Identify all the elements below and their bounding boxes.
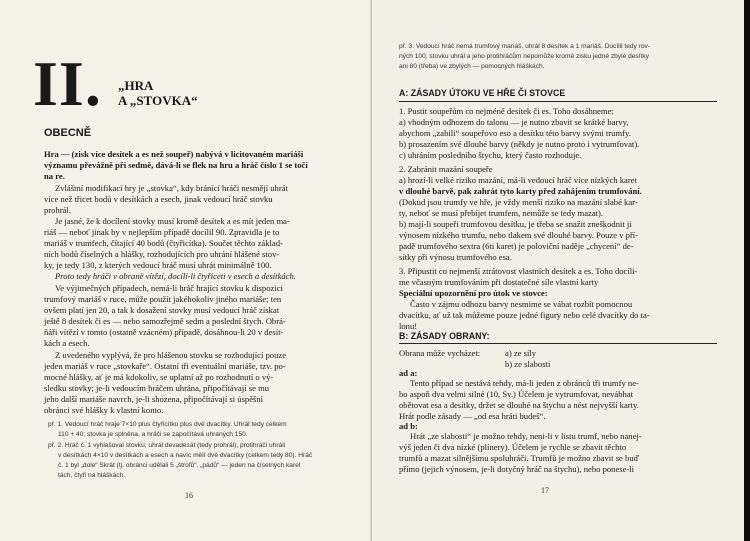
section-heading-defense: B: ZÁSADY OBRANY: xyxy=(399,331,490,341)
paragraph-line: mocné hlášky, ať je má kdokoliv, se uplatní až po rozhodnutí o vý- xyxy=(44,372,274,382)
paragraph-line: ky, je tedy 130, z kterých vedoucí hráč musí uhrát minimálně 100. xyxy=(44,260,272,270)
section-heading-attack: A: ZÁSADY ÚTOKU VE HŘE ČI STOVCE xyxy=(399,88,566,98)
paragraph-line: více než třicet bodů v desítkách a esech, jinak vedoucí hráč stovku xyxy=(44,194,273,204)
footnote-line: tách, čtyři na hláškách. xyxy=(58,472,126,479)
paragraph-line: Je jasné, že k docílení stovky musí kromě desítek a es mít jeden ma- xyxy=(55,216,290,226)
paragraph-line: jeho další mariáše navrch, je-li shozena, připočítávají si úspěšní xyxy=(44,394,264,404)
paragraph-line: abychom „zabili“ soupeřovo eso a desítku této barvy svými trumfy. xyxy=(399,128,631,138)
paragraph-line: ních bodů číselných a hlášky, rozhodujících pro uhrání hlášené stov- xyxy=(44,249,280,259)
chapter-title-line-1: „HRA xyxy=(118,78,154,93)
intro-line: na re. xyxy=(44,171,65,181)
paragraph-line: lonu! xyxy=(399,321,418,331)
footnote-line: př. 2. Hráč č. 1 vyhlašoval stovku; uhrál devadesát (tedy prohrál), protihráči uhráli xyxy=(48,442,286,449)
paragraph-line: výš jeden či dva nízké (plínery). Účelem je rychle se zbavit těchto xyxy=(399,442,627,452)
chapter-number: II. xyxy=(33,48,102,119)
paragraph-line: Tento případ se nestává tehdy, má-li jeden z obránců tři trumfy ne- xyxy=(410,378,639,388)
paragraph-line: trumfový mariáš v ruce, může použít jakéhokoliv jiného mariáše; ten xyxy=(44,294,282,304)
paragraph-line: padě trumfového sextra (6ti karet) je poloviční naděje „chycení“ de- xyxy=(399,241,634,251)
paragraph-line: trumfů a mazat silnějšímu spoluhráči. Trumfů je možno zbavit se buď xyxy=(399,453,640,463)
heading-underline xyxy=(399,343,717,344)
paragraph-line: Z uvedeného vyplývá, že pro hlášenou stovku se rozhodující pouze xyxy=(55,350,287,360)
paragraph-line: kách a esech. xyxy=(44,338,90,348)
paragraph-line: výnosem nízkého trumfu, nebo tlakem své dlouhé barvy. Pouze v pří- xyxy=(399,230,639,240)
paragraph-line: Hrát „ze slabosti“ je možno tehdy, neni-li v listu trumf, nebo nanej- xyxy=(410,431,642,441)
paragraph-line: dvacítku, ať už tak můžeme pouze jedné figury nebo celé dvacítky do ta- xyxy=(399,310,650,320)
paragraph-line: riáš — neboť jinak by v nejlepším případě docílil 90. Zpravidla je to xyxy=(44,227,280,237)
section-heading: OBECNĚ xyxy=(44,127,92,139)
paragraph-line: Hrát podle zásady — „od esa hráti budeš“. xyxy=(399,411,546,421)
intro-line: významu převážně při sedmě, dává-li se flek na hru a hráč číslo 1 se točí xyxy=(44,160,308,170)
paragraph-line: c) uhráním posledního štychu, který často rozhoduje. xyxy=(399,150,582,160)
paragraph-line: Zvláštní modifikací hry je „stovka“, kdy bránící hráči nesmějí uhrát xyxy=(55,183,288,193)
paragraph-line: (Dokud jsou trumfy ve hře, je vždy menší riziko na mazání slabé kar- xyxy=(399,197,638,207)
paragraph-line: ňáři vítězí v tomto (ostatně vzácném) případě, dosáhnou-li 20 v desít- xyxy=(44,327,284,337)
footnote-line: v desítkách 4×10 v desítkách a esech a navíc mělí dvě dvacítky (celkem tedy 80). Hráč xyxy=(58,452,313,459)
paragraph-line: ty, neboť se musí přebíjet trumfem, nemůže se tedy mazat). xyxy=(399,208,604,218)
paragraph-line: Obrana může vycházet: xyxy=(399,348,481,358)
footnote-line: ani 80 (třeba) ve zbylých — pomocných hláškách. xyxy=(399,63,545,70)
paragraph-line: bo aspoň dva velmi silné (10, Sv.) Účelem je vytrumfovat, nevábhat xyxy=(399,389,634,399)
paragraph-line: Speciální upozornění pro útok ve stovce: xyxy=(399,288,548,298)
paragraph-line: ovšem platí jen 20, a tak k dosažení stovky musí vedoucí hráč získat xyxy=(44,305,280,315)
paragraph-line: sítky při výnosu trumfového esa. xyxy=(399,252,512,262)
paragraph-line: mariáš v trumfech, čítající 40 bodů (čtyřicítka). Součet těchto základ- xyxy=(44,238,283,248)
paragraph-line: 1. Pustit soupeřům co nejméně desítek či es. Toho dosáhneme: xyxy=(399,106,614,116)
paragraph-line: ještě 8 desítek či es — nebo samozřejmě sedm a poslední štych. Obrá- xyxy=(44,316,286,326)
intro-line: Hra — (zisk více desítek a es než soupeř) nabývá v licitovaném mariáši xyxy=(44,149,304,159)
footnote-line: č. 1 byl „dole“ Skrát (tj. obránci udělali 5 „štrofů“, „pádů“ — jeden na číselných karet xyxy=(58,462,301,469)
paragraph-line: obránci své hlášky k vlastní konto. xyxy=(44,405,164,415)
paragraph-line: me včasným trumfováním při dostatečné síle vlastní karty xyxy=(399,277,599,287)
paragraph-line: v dlouhé barvě, pak zahrát tyto karty před zahájením trumfování. xyxy=(399,186,642,196)
page-number: 17 xyxy=(541,486,549,495)
paragraph-line: sledku stovky; je-li vedoucím hráčem uhrána, připočítávají se mu xyxy=(44,383,270,393)
paragraph-line: prohrál. xyxy=(44,205,71,215)
option-line: b) ze slabosti xyxy=(505,359,551,369)
page-edge xyxy=(744,0,750,541)
footnote-line: ných 100, stovku uhrál a jeho protihráčům nepomůže kromě zisku jedné zbylé desítky xyxy=(399,53,649,60)
paragraph-line: jeden mariáš v ruce „stovkaře“. Ostatní tři eventuální mariáše, tzv. po- xyxy=(44,361,286,371)
paragraph-line: a) hrozí-li velké riziko mazání, má-li vedoucí hráč více nízkých karet xyxy=(399,175,637,185)
paragraph-line: přímo (jejich výnosem, je-li dotyčný hráč na štychu), nebo ponese-li xyxy=(399,464,635,474)
option-line: a) ze síly xyxy=(505,348,537,358)
page-number: 16 xyxy=(185,491,193,500)
footnote-line: 110 + 40; stovka je splněna, a hráči se započítává uhraných 150. xyxy=(58,431,248,438)
paragraph-line: a) vhodným odhozem do talonu — je nutno zbavit se krátké barvy, xyxy=(399,117,629,127)
paragraph-line: Často v zájmu odhozu barvy nesmime se vábat rozbít pomocnou xyxy=(410,299,633,309)
paragraph-line-italic: Proto tedy hráči v obranë vítězí, docílí-li čtyřiceti v esech a desítkách. xyxy=(55,271,296,281)
footnote-line: př. 3. Vedoucí hráč nemá trumfový mariáš, uhrál 8 desítek a 1 mariáš. Docílil tedy rov- xyxy=(399,43,651,50)
subheading-ad-b: ad b: xyxy=(399,421,418,431)
paragraph-line: obětovat esa a desítky, držet se dlouhé na štychu a nést nejvyšší karty. xyxy=(399,400,639,410)
chapter-title-line-2: A „STOVKA“ xyxy=(118,93,198,108)
subheading-ad-a: ad a: xyxy=(399,368,418,378)
paragraph-line: b) prosazením své dlouhé barvy (někdy je nutno proto i vytrumfovat). xyxy=(399,139,640,149)
heading-underline xyxy=(399,101,717,102)
footnote-line: př. 1. Vedoucí hráč hraje 7×10 plus čtyřicítku plus dvě dvacítky. Uhrál tedy celkem xyxy=(48,421,287,428)
right-page xyxy=(372,0,744,541)
paragraph-line: b) mají-li soupeři trumfovou desítku, je třeba se snažit zneškodnit ji xyxy=(399,219,632,229)
paragraph-line: Ve výjimečných případech, nemá-li hráč hrající stovku k dispozici xyxy=(55,283,283,293)
paragraph-line: 2. Zabránit mazání soupeře xyxy=(399,164,493,174)
left-page xyxy=(0,0,372,541)
paragraph-line: 3. Připustit co nejmenší ztrátovost vlastních desítek a es. Toho docíli- xyxy=(399,266,638,276)
